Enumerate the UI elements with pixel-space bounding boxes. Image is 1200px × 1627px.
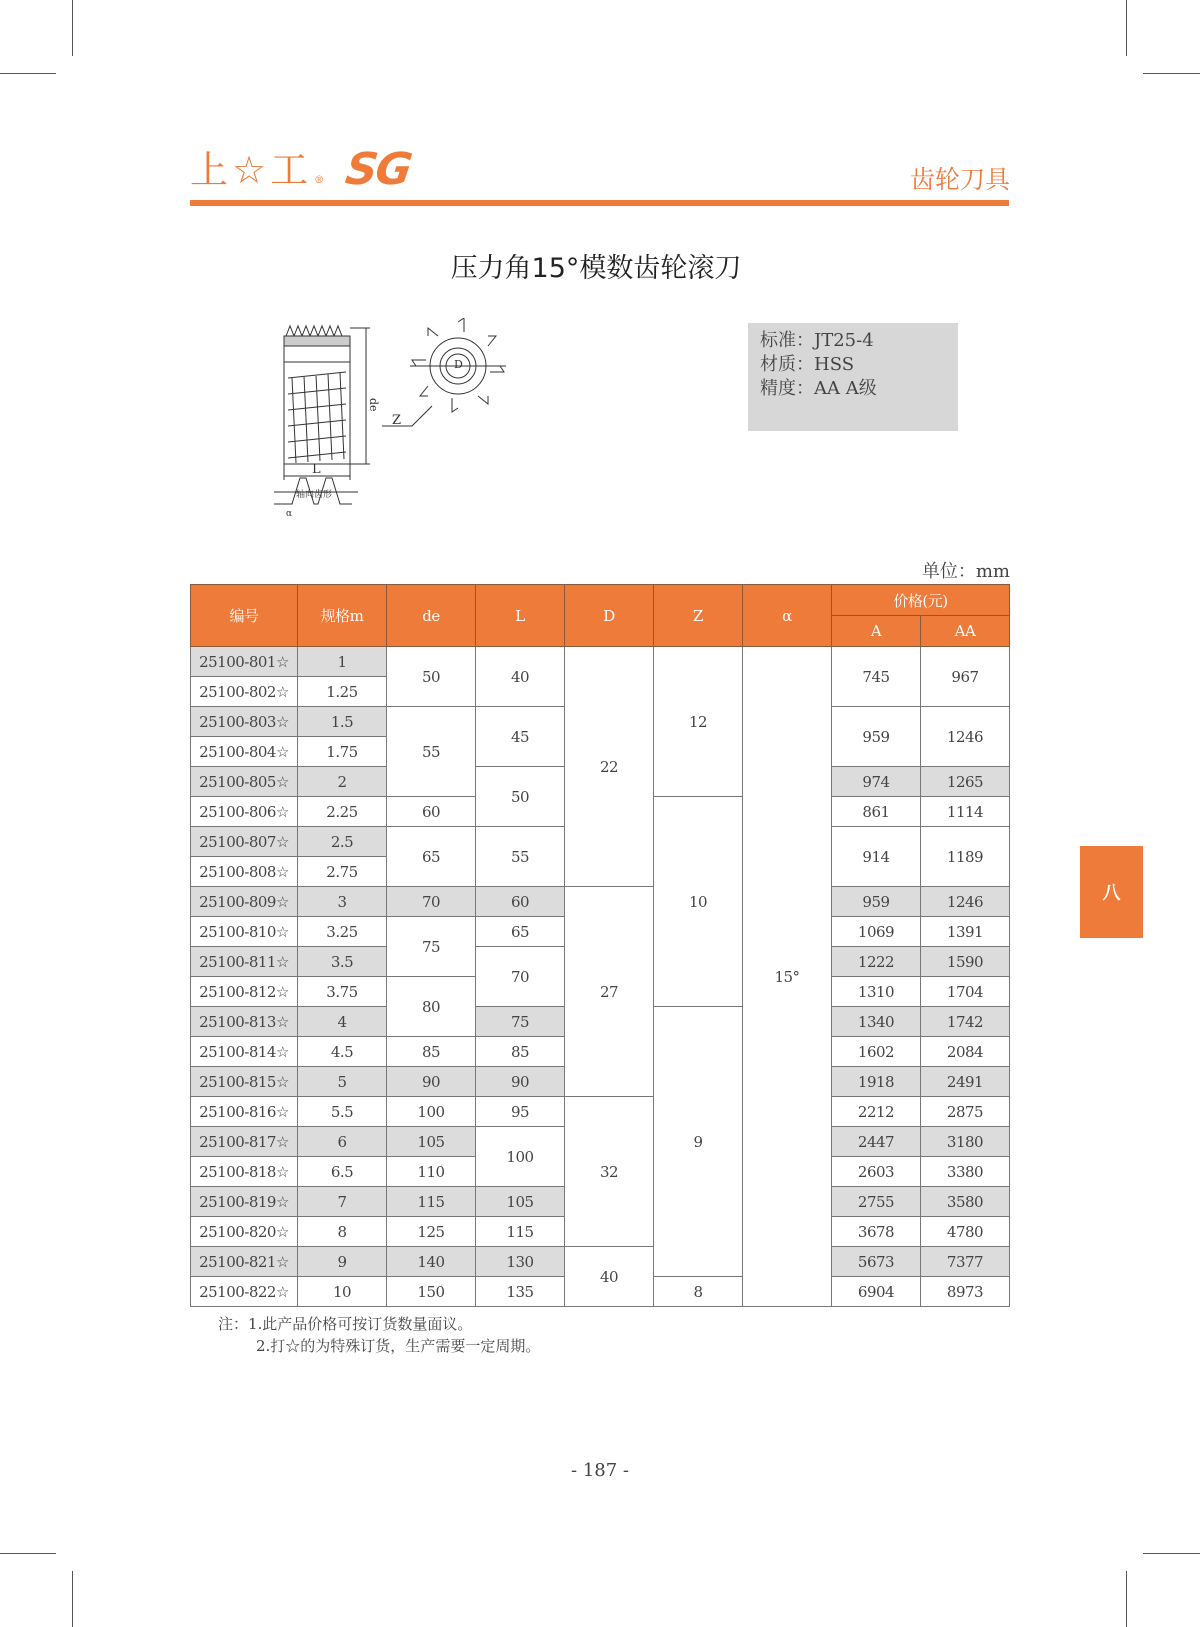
table-row: [191, 647, 1010, 677]
page-title: 压力角15°模数齿轮滚刀: [450, 253, 742, 284]
cell-code: 25100-822☆: [191, 1277, 298, 1307]
brand-logo: [190, 144, 414, 195]
cell-aa: 967: [921, 647, 1010, 707]
spec-box: [748, 323, 958, 431]
cell-de: 90: [387, 1067, 476, 1097]
cell-module: 1.75: [298, 737, 387, 767]
header-alpha: α: [743, 585, 832, 647]
z-label: Z: [392, 413, 402, 428]
cell-code: 25100-819☆: [191, 1187, 298, 1217]
cell-code: 25100-812☆: [191, 977, 298, 1007]
cell-code: 25100-818☆: [191, 1157, 298, 1187]
cell-de: 110: [387, 1157, 476, 1187]
category-title: 齿轮刀具: [909, 165, 1010, 194]
spec-accuracy: 精度：AA A级: [760, 378, 877, 399]
cell-module: 2.5: [298, 827, 387, 857]
cell-aa: 1246: [921, 887, 1010, 917]
registered-mark: ®: [314, 175, 325, 186]
table-row: [191, 1097, 1010, 1127]
cell-aa: 3580: [921, 1187, 1010, 1217]
logo-cn: 上☆工: [190, 148, 313, 192]
cell-l: 75: [476, 1007, 565, 1037]
page-number: - 187 -: [571, 1460, 629, 1481]
cell-z: 8: [654, 1277, 743, 1307]
table-row: [191, 1247, 1010, 1277]
cell-aa: 3380: [921, 1157, 1010, 1187]
cell-a: 959: [832, 707, 921, 767]
cell-de: 55: [387, 707, 476, 797]
cell-l: 105: [476, 1187, 565, 1217]
note-2: 2.打☆的为特殊订货，生产需要一定周期。: [256, 1337, 541, 1355]
cell-code: 25100-809☆: [191, 887, 298, 917]
cell-a: 2603: [832, 1157, 921, 1187]
cell-de: 50: [387, 647, 476, 707]
cell-de: 100: [387, 1097, 476, 1127]
cell-module: 3.25: [298, 917, 387, 947]
cell-module: 4.5: [298, 1037, 387, 1067]
cell-aa: 7377: [921, 1247, 1010, 1277]
cell-l: 50: [476, 767, 565, 827]
cell-module: 3.75: [298, 977, 387, 1007]
cell-de: 150: [387, 1277, 476, 1307]
cell-code: 25100-807☆: [191, 827, 298, 857]
cell-a: 861: [832, 797, 921, 827]
cell-aa: 2491: [921, 1067, 1010, 1097]
cell-code: 25100-817☆: [191, 1127, 298, 1157]
chapter-tab[interactable]: 八: [1080, 846, 1143, 938]
cell-a: 2447: [832, 1127, 921, 1157]
cell-aa: 4780: [921, 1217, 1010, 1247]
cell-l: 55: [476, 827, 565, 887]
cell-module: 4: [298, 1007, 387, 1037]
header-l: L: [476, 585, 565, 647]
cell-l: 130: [476, 1247, 565, 1277]
cell-aa: 1742: [921, 1007, 1010, 1037]
cell-a: 2755: [832, 1187, 921, 1217]
cell-a: 974: [832, 767, 921, 797]
product-table: [190, 584, 1010, 1307]
cell-de: 105: [387, 1127, 476, 1157]
cell-a: 1340: [832, 1007, 921, 1037]
cell-aa: 8973: [921, 1277, 1010, 1307]
cell-module: 6.5: [298, 1157, 387, 1187]
cell-aa: 1391: [921, 917, 1010, 947]
table-body: [191, 647, 1010, 1307]
cell-l: 135: [476, 1277, 565, 1307]
cell-de: 85: [387, 1037, 476, 1067]
cell-l: 40: [476, 647, 565, 707]
cell-module: 1: [298, 647, 387, 677]
cell-z: 9: [654, 1007, 743, 1277]
cell-code: 25100-802☆: [191, 677, 298, 707]
header-rule: [190, 200, 1009, 206]
cell-module: 1.5: [298, 707, 387, 737]
cell-aa: 3180: [921, 1127, 1010, 1157]
alpha-label: α: [286, 509, 293, 519]
spec-material: 材质：HSS: [760, 354, 855, 375]
cell-l: 60: [476, 887, 565, 917]
cell-module: 3.5: [298, 947, 387, 977]
cell-code: 25100-814☆: [191, 1037, 298, 1067]
cell-a: 3678: [832, 1217, 921, 1247]
cell-a: 1222: [832, 947, 921, 977]
cell-module: 1.25: [298, 677, 387, 707]
cell-code: 25100-805☆: [191, 767, 298, 797]
crop-mark: [72, 0, 73, 56]
cell-module: 5.5: [298, 1097, 387, 1127]
crop-mark: [0, 73, 56, 74]
header-price-aa: AA: [921, 616, 1010, 647]
header-code: 编号: [191, 585, 298, 647]
cell-de: 60: [387, 797, 476, 827]
cell-module: 8: [298, 1217, 387, 1247]
cell-module: 5: [298, 1067, 387, 1097]
cell-a: 959: [832, 887, 921, 917]
cell-l: 90: [476, 1067, 565, 1097]
cell-d: 27: [565, 887, 654, 1097]
crop-mark: [1126, 0, 1127, 56]
cell-module: 9: [298, 1247, 387, 1277]
cell-l: 65: [476, 917, 565, 947]
cell-de: 140: [387, 1247, 476, 1277]
cell-d: 40: [565, 1247, 654, 1307]
header-price-a: A: [832, 616, 921, 647]
header-d: D: [565, 585, 654, 647]
cell-aa: 1265: [921, 767, 1010, 797]
crop-mark: [1143, 1553, 1200, 1554]
cell-de: 70: [387, 887, 476, 917]
cell-code: 25100-801☆: [191, 647, 298, 677]
cell-de: 65: [387, 827, 476, 887]
unit-label: 单位：mm: [921, 561, 1010, 582]
cell-l: 95: [476, 1097, 565, 1127]
cell-z: 10: [654, 797, 743, 1007]
cell-z: 12: [654, 647, 743, 797]
crop-mark: [1126, 1571, 1127, 1627]
cell-a: 1310: [832, 977, 921, 1007]
cell-l: 115: [476, 1217, 565, 1247]
cell-module: 2: [298, 767, 387, 797]
crop-mark: [0, 1553, 56, 1554]
cell-code: 25100-803☆: [191, 707, 298, 737]
cell-module: 6: [298, 1127, 387, 1157]
crop-mark: [72, 1571, 73, 1627]
cell-de: 75: [387, 917, 476, 977]
table-row: [191, 887, 1010, 917]
cell-l: 85: [476, 1037, 565, 1067]
axial-profile-label: 轴向齿形: [296, 490, 333, 500]
cell-alpha: 15°: [743, 647, 832, 1307]
cell-aa: 1189: [921, 827, 1010, 887]
cell-code: 25100-811☆: [191, 947, 298, 977]
cell-code: 25100-813☆: [191, 1007, 298, 1037]
cell-de: 80: [387, 977, 476, 1037]
cell-a: 5673: [832, 1247, 921, 1277]
notes: [218, 1313, 540, 1357]
cell-code: 25100-808☆: [191, 857, 298, 887]
cell-a: 745: [832, 647, 921, 707]
cell-aa: 1246: [921, 707, 1010, 767]
cell-d: 32: [565, 1097, 654, 1247]
cell-de: 125: [387, 1217, 476, 1247]
bore-d-label: D: [454, 358, 463, 371]
cell-code: 25100-820☆: [191, 1217, 298, 1247]
cell-aa: 1114: [921, 797, 1010, 827]
cell-module: 10: [298, 1277, 387, 1307]
hob-diagram: [270, 318, 520, 528]
cell-l: 70: [476, 947, 565, 1007]
cell-module: 2.25: [298, 797, 387, 827]
cell-d: 22: [565, 647, 654, 887]
cell-code: 25100-815☆: [191, 1067, 298, 1097]
l-label: L: [312, 462, 321, 477]
cell-l: 100: [476, 1127, 565, 1187]
cell-code: 25100-804☆: [191, 737, 298, 767]
cell-code: 25100-806☆: [191, 797, 298, 827]
cell-a: 6904: [832, 1277, 921, 1307]
logo-en: SG: [342, 144, 414, 195]
spec-standard: 标准：JT25-4: [760, 330, 874, 351]
cell-a: 2212: [832, 1097, 921, 1127]
cell-aa: 2084: [921, 1037, 1010, 1067]
cell-code: 25100-821☆: [191, 1247, 298, 1277]
crop-mark: [1143, 73, 1200, 74]
cell-a: 1069: [832, 917, 921, 947]
cell-a: 1602: [832, 1037, 921, 1067]
cell-module: 2.75: [298, 857, 387, 887]
cell-module: 7: [298, 1187, 387, 1217]
de-label: de: [367, 398, 380, 412]
header-de: de: [387, 585, 476, 647]
cell-module: 3: [298, 887, 387, 917]
header-price: 价格(元): [832, 585, 1010, 616]
cell-code: 25100-816☆: [191, 1097, 298, 1127]
cell-de: 115: [387, 1187, 476, 1217]
header-module: 规格m: [298, 585, 387, 647]
cell-aa: 2875: [921, 1097, 1010, 1127]
cell-aa: 1590: [921, 947, 1010, 977]
cell-a: 914: [832, 827, 921, 887]
header-z: Z: [654, 585, 743, 647]
cell-aa: 1704: [921, 977, 1010, 1007]
cell-a: 1918: [832, 1067, 921, 1097]
cell-code: 25100-810☆: [191, 917, 298, 947]
cell-l: 45: [476, 707, 565, 767]
note-1: 注：1.此产品价格可按订货数量面议。: [218, 1315, 473, 1333]
